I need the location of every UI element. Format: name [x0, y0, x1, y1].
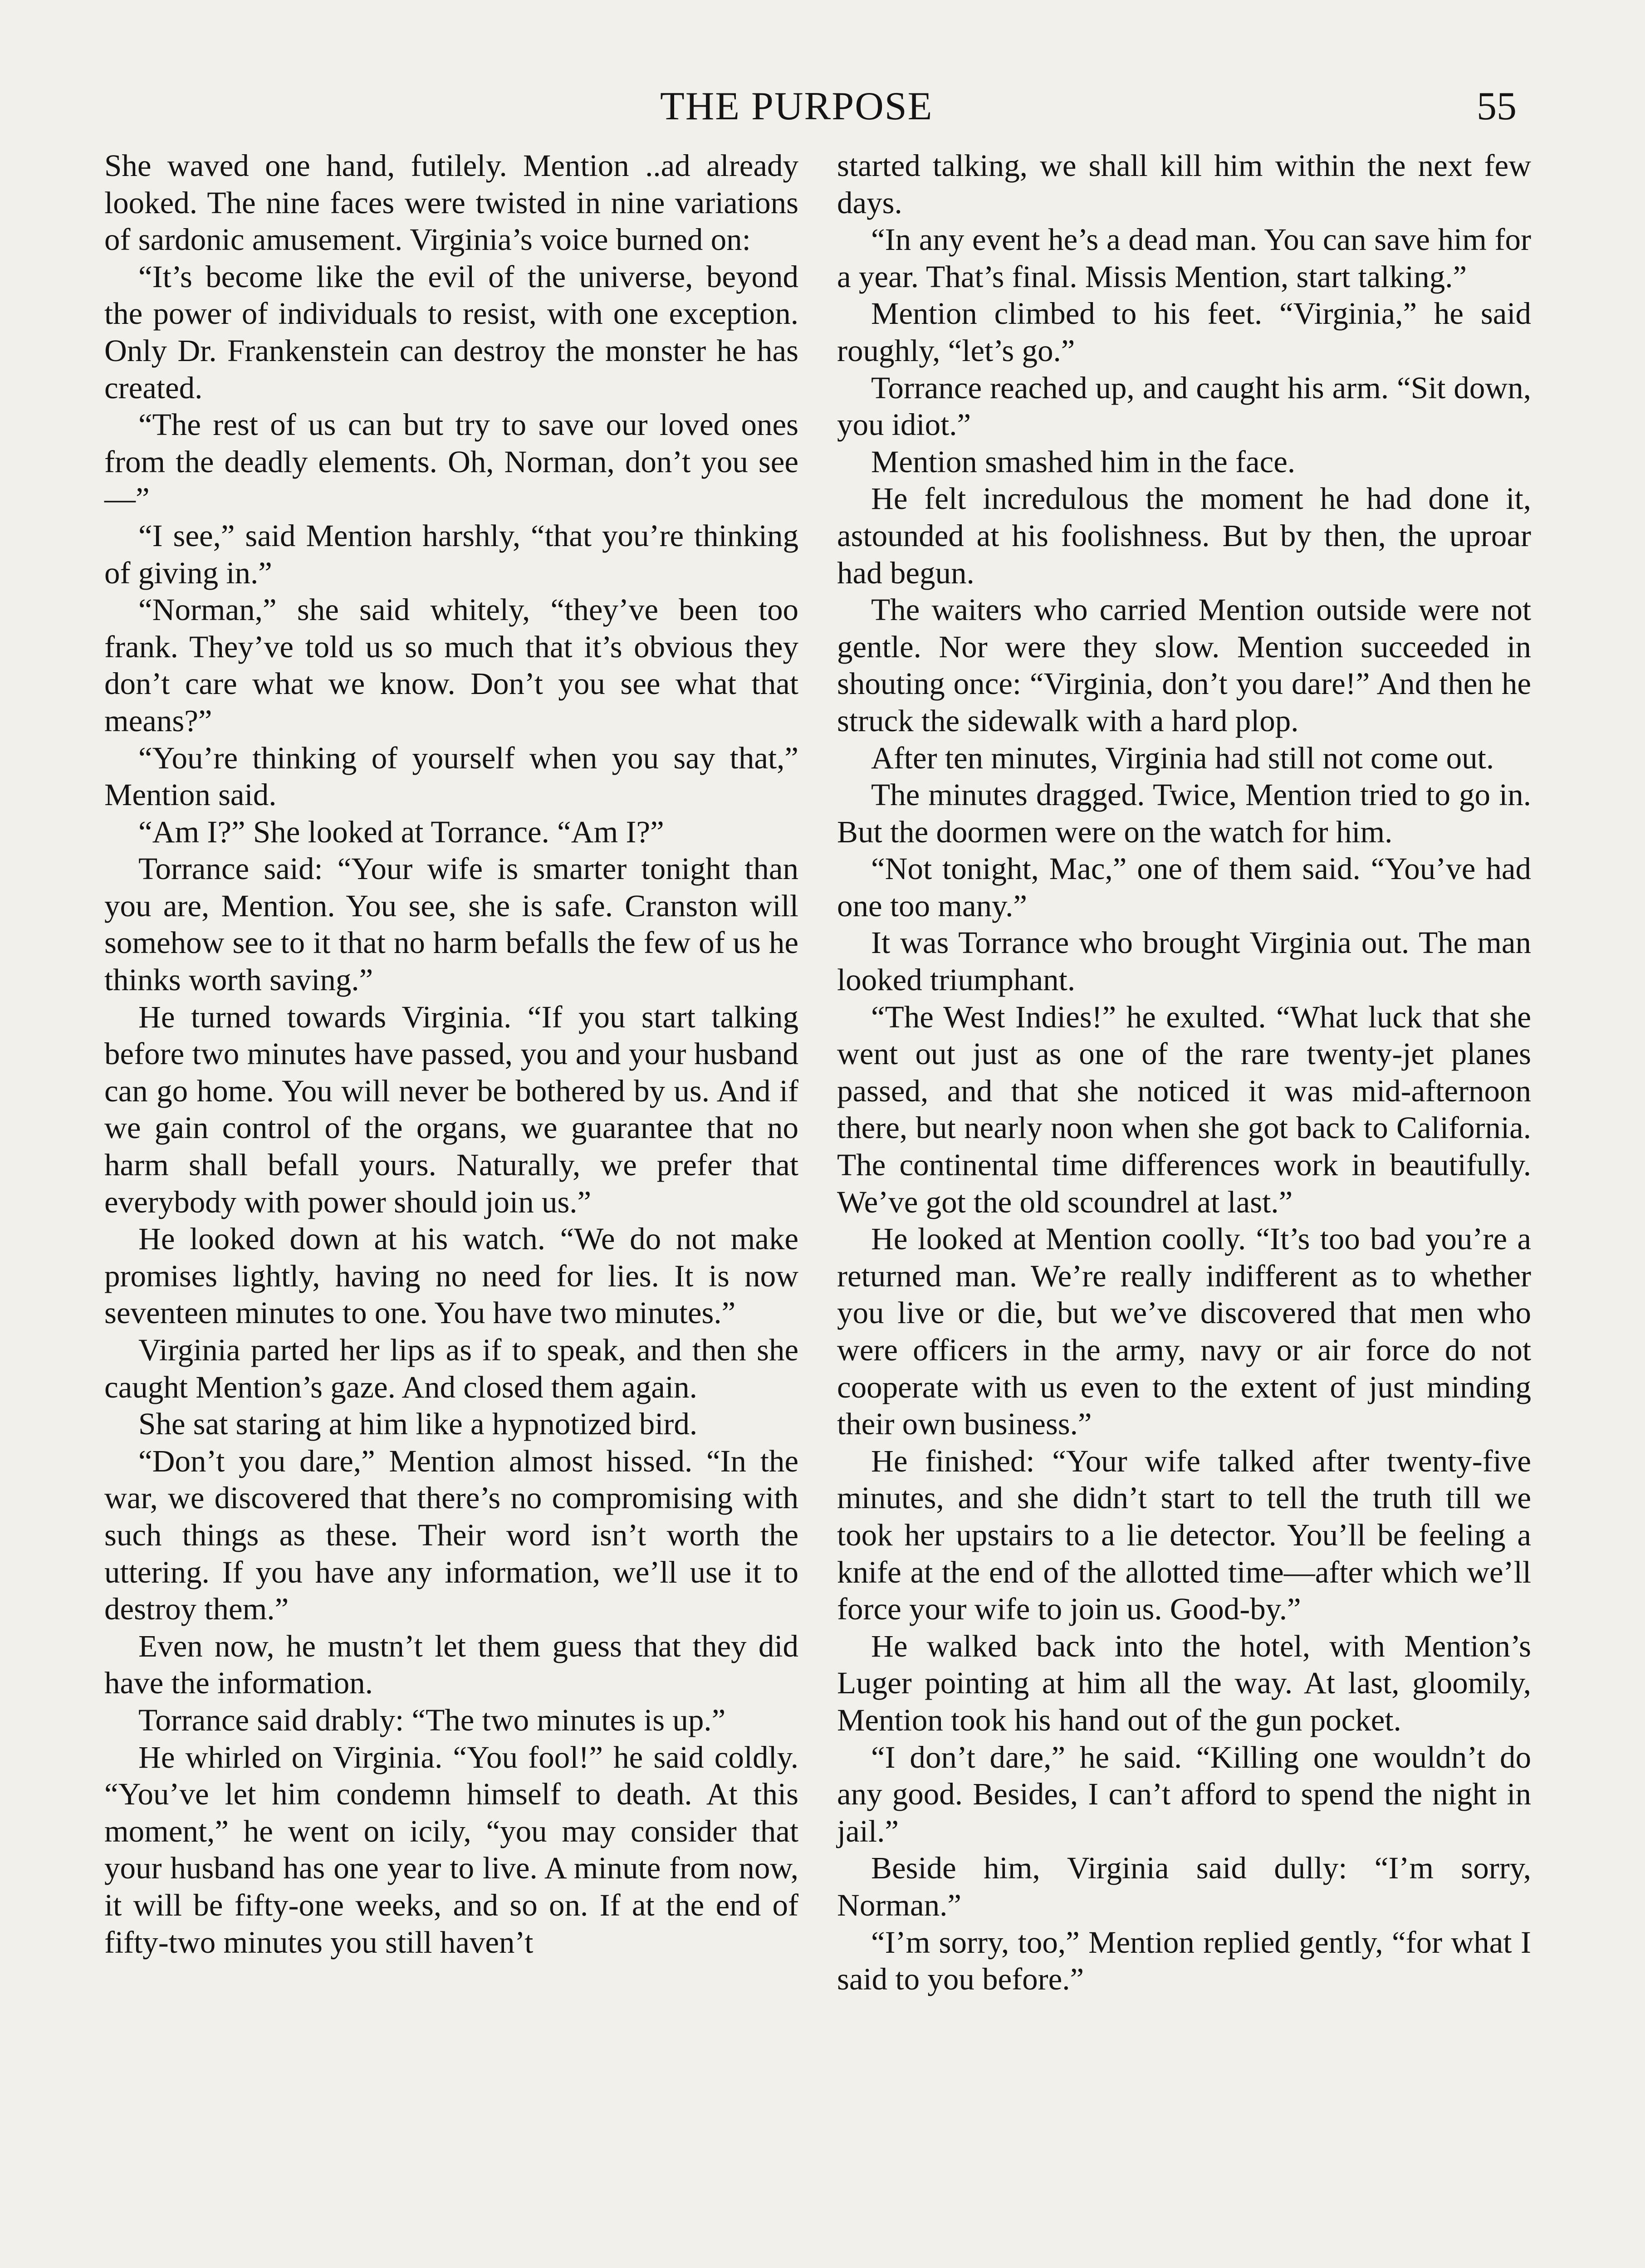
text-column-left: [104, 147, 798, 1961]
paragraph: It was Torrance who brought Virginia out. The man looked triumphant.: [837, 925, 1531, 997]
paragraph: Beside him, Virginia said dully: “I’m sorry, Norman.”: [837, 1851, 1531, 1922]
paragraph: Mention climbed to his feet. “Virginia,” he said roughly, “let’s go.”: [837, 296, 1531, 368]
paragraph: “Am I?” She looked at Torrance. “Am I?”: [138, 814, 664, 849]
paragraph: “You’re thinking of yourself when you say that,” Mention said.: [104, 740, 798, 812]
paragraph: Mention smashed him in the face.: [871, 444, 1296, 479]
paragraph: “In any event he’s a dead man. You can save him for a year. That’s final. Missis Mention, start talking.”: [837, 222, 1531, 294]
paragraph: “I see,” said Mention harshly, “that you’re thinking of giving in.”: [104, 518, 798, 590]
paragraph: He whirled on Virginia. “You fool!” he said coldly. “You’ve let him condemn himself to death. At this moment,” he went on icily, “you may consider that your husband has one year to live. A minute from now, it will be fifty-one weeks, and so on. If at the end of fifty-two minutes you still haven’t: [104, 1740, 798, 1960]
paragraph: “Not tonight, Mac,” one of them said. “You’ve had one too many.”: [837, 851, 1531, 923]
paragraph: Torrance said drably: “The two minutes is up.”: [138, 1702, 726, 1737]
paragraph: started talking, we shall kill him within the next few days.: [837, 148, 1531, 220]
paragraph: “The West Indies!” he exulted. “What luck that she went out just as one of the rare twenty-jet planes passed, and that she noticed it was mid-afternoon there, but nearly noon when she got back to California. The continental time differences work in beautifully. We’ve got the old scoundrel at last.”: [837, 999, 1531, 1219]
paragraph: He finished: “Your wife talked after twenty-five minutes, and she didn’t start to tell the truth till we took her upstairs to a lie detector. You’ll be feeling a knife at the end of the allotted time—after which we’ll force your wife to join us. Good-by.”: [837, 1443, 1531, 1627]
paragraph: “I’m sorry, too,” Mention replied gently, “for what I said to you before.”: [837, 1925, 1531, 1997]
paragraph: She sat staring at him like a hypnotized bird.: [138, 1407, 698, 1442]
paragraph: The minutes dragged. Twice, Mention tried to go in. But the doormen were on the watch for him.: [837, 777, 1531, 849]
paragraph: He turned towards Virginia. “If you start talking before two minutes have passed, you and your husband can go home. You will never be bothered by us. And if we gain control of the organs, we guarantee that no harm shall befall yours. Naturally, we prefer that everybody with power should join us.”: [104, 999, 798, 1219]
paragraph: Torrance said: “Your wife is smarter tonight than you are, Mention. You see, she is safe. Cranston will somehow see to it that no harm befalls the few of us he thinks worth saving.”: [104, 851, 798, 997]
paragraph: He looked at Mention coolly. “It’s too bad you’re a returned man. We’re really indifferent as to whether you live or die, but we’ve discovered that men who were officers in the army, navy or air force do not cooperate with us even to the extent of just minding their own business.”: [837, 1222, 1531, 1442]
paragraph: Virginia parted her lips as if to speak, and then she caught Mention’s gaze. And closed them again.: [104, 1333, 798, 1404]
page-number: 55: [1477, 84, 1517, 128]
paragraph: Torrance reached up, and caught his arm. “Sit down, you idiot.”: [837, 370, 1531, 442]
paragraph: After ten minutes, Virginia had still not come out.: [871, 740, 1494, 775]
paragraph: “The rest of us can but try to save our loved ones from the deadly elements. Oh, Norman, don’t you see—”: [104, 407, 798, 516]
paragraph: He looked down at his watch. “We do not make promises lightly, having no need for lies. It is now seventeen minutes to one. You have two minutes.”: [104, 1222, 798, 1330]
paragraph: “Don’t you dare,” Mention almost hissed. “In the war, we discovered that there’s no compromising with such things as these. Their word isn’t worth the uttering. If you have any information, we’ll use it to destroy them.”: [104, 1443, 798, 1627]
page-header: [0, 73, 1645, 141]
paragraph: Even now, he mustn’t let them guess that they did have the information.: [104, 1628, 798, 1701]
running-title: THE PURPOSE: [660, 84, 933, 128]
paragraph: The waiters who carried Mention outside were not gentle. Nor were they slow. Mention succeeded in shouting once: “Virginia, don’t you dare!” And then he struck the sidewalk with a hard plop.: [837, 592, 1531, 738]
paragraph: “Norman,” she said whitely, “they’ve been too frank. They’ve told us so much that it’s obvious they don’t care what we know. Don’t you see what that means?”: [104, 592, 798, 738]
paragraph: He walked back into the hotel, with Mention’s Luger pointing at him all the way. At last, gloomily, Mention took his hand out of the gun pocket.: [837, 1628, 1531, 1737]
text-column-right: [837, 147, 1531, 1998]
paragraph: “It’s become like the evil of the universe, beyond the power of individuals to resist, with one exception. Only Dr. Frankenstein can destroy the monster he has created.: [104, 259, 798, 405]
paragraph: He felt incredulous the moment he had done it, astounded at his foolishness. But by then, the uproar had begun.: [837, 481, 1531, 590]
paragraph: “I don’t dare,” he said. “Killing one wouldn’t do any good. Besides, I can’t afford to spend the night in jail.”: [837, 1740, 1531, 1848]
paragraph: She waved one hand, futilely. Mention ..ad already looked. The nine faces were twisted in nine variations of sardonic amusement. Virginia’s voice burned on:: [104, 148, 798, 257]
